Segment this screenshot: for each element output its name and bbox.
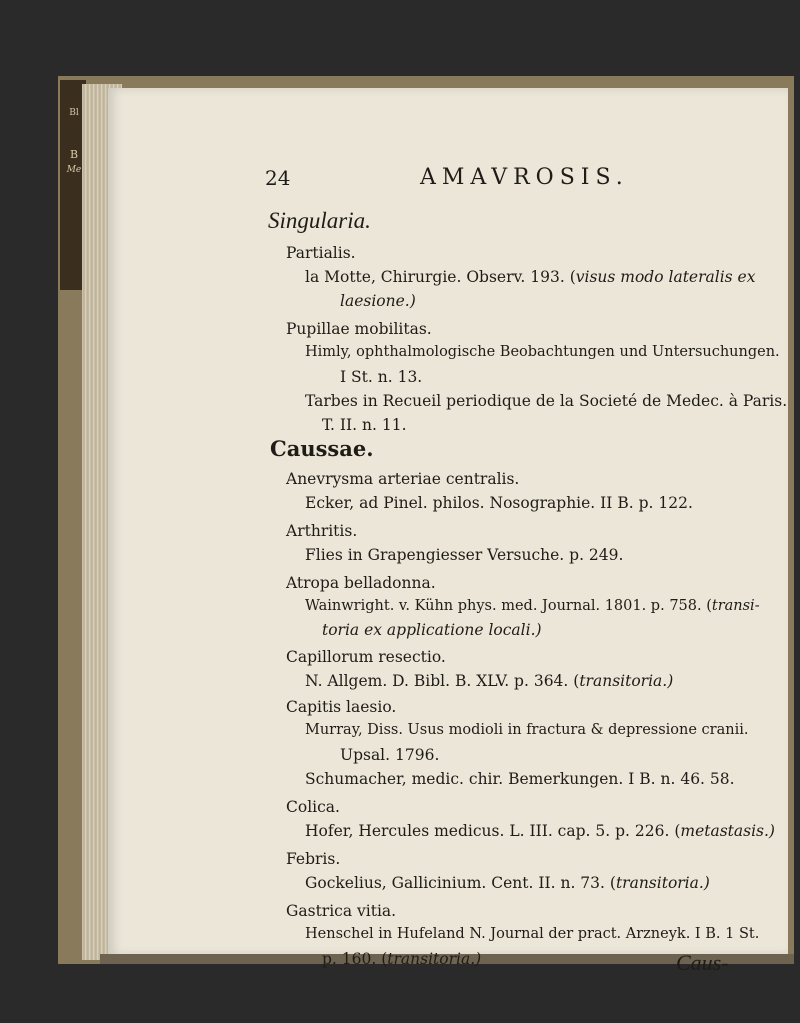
- page-number: 24: [265, 166, 291, 190]
- entry-heading: Atropa belladonna.: [286, 574, 436, 592]
- citation-line: I St. n. 13.: [340, 368, 423, 386]
- entry-heading: Colica.: [286, 798, 340, 816]
- note-text: transitoria.): [387, 950, 482, 968]
- spine-mark: Me: [66, 165, 82, 175]
- citation-text: p. 160. (: [322, 950, 388, 968]
- citation-line: [305, 822, 775, 840]
- note-text: transitoria.): [579, 672, 674, 690]
- citation-line: Ecker, ad Pinel. philos. Nosographie. II B. p. 122.: [305, 494, 693, 512]
- entry-heading: Arthritis.: [286, 522, 358, 540]
- citation-line: [305, 268, 755, 286]
- citation-line: [322, 950, 481, 968]
- citation-line: Murray, Diss. Usus modioli in fractura & depressione cranii.: [305, 722, 749, 738]
- note-line: toria ex applicatione locali.): [322, 621, 542, 639]
- citation-text: Wainwright. v. Kühn phys. med. Journal. 1801. p. 758. (: [305, 598, 712, 614]
- citation-line: Himly, ophthalmologische Beobachtungen und Untersuchungen.: [305, 344, 780, 360]
- note-text: visus modo lateralis ex: [575, 268, 756, 286]
- citation-line: [305, 598, 760, 614]
- entry-heading: Capitis laesio.: [286, 698, 397, 716]
- entry-heading: Partialis.: [286, 244, 356, 262]
- entry-heading: Pupillae mobilitas.: [286, 320, 432, 338]
- citation-text: Gockelius, Gallicinium. Cent. II. n. 73. (: [305, 874, 616, 892]
- spine-letter: B: [69, 148, 79, 161]
- entry-heading: Anevrysma arteriae centralis.: [286, 470, 520, 488]
- running-head: AMAVROSIS.: [420, 165, 629, 190]
- citation-line: [305, 672, 673, 690]
- note-text: transi-: [711, 598, 760, 614]
- citation-line: Henschel in Hufeland N. Journal der pract. Arzneyk. I B. 1 St.: [305, 926, 760, 942]
- entry-heading: Capillorum resectio.: [286, 648, 446, 666]
- citation-line: Tarbes in Recueil periodique de la Societé de Medec. à Paris.: [305, 392, 788, 410]
- citation-line: Upsal. 1796.: [340, 746, 440, 764]
- note-text: transitoria.): [615, 874, 710, 892]
- citation-text: N. Allgem. D. Bibl. B. XLV. p. 364. (: [305, 672, 580, 690]
- citation-line: [305, 874, 710, 892]
- spine-top-label: Bl: [69, 108, 79, 118]
- citation-line: Schumacher, medic. chir. Bemerkungen. I B. n. 46. 58.: [305, 770, 735, 788]
- citation-text: Hofer, Hercules medicus. L. III. cap. 5. p. 226. (: [305, 822, 681, 840]
- note-line: laesione.): [340, 292, 416, 310]
- catchword: Caus-: [676, 950, 729, 975]
- entry-heading: Gastrica vitia.: [286, 902, 397, 920]
- citation-line: Flies in Grapengiesser Versuche. p. 249.: [305, 546, 624, 564]
- note-text: metastasis.): [680, 822, 775, 840]
- subsection-title: Caussae.: [270, 436, 374, 461]
- citation-line: T. II. n. 11.: [322, 416, 407, 434]
- entry-heading: Febris.: [286, 850, 341, 868]
- citation-text: la Motte, Chirurgie. Observ. 193. (: [305, 268, 576, 286]
- section-title: Singularia.: [268, 208, 371, 233]
